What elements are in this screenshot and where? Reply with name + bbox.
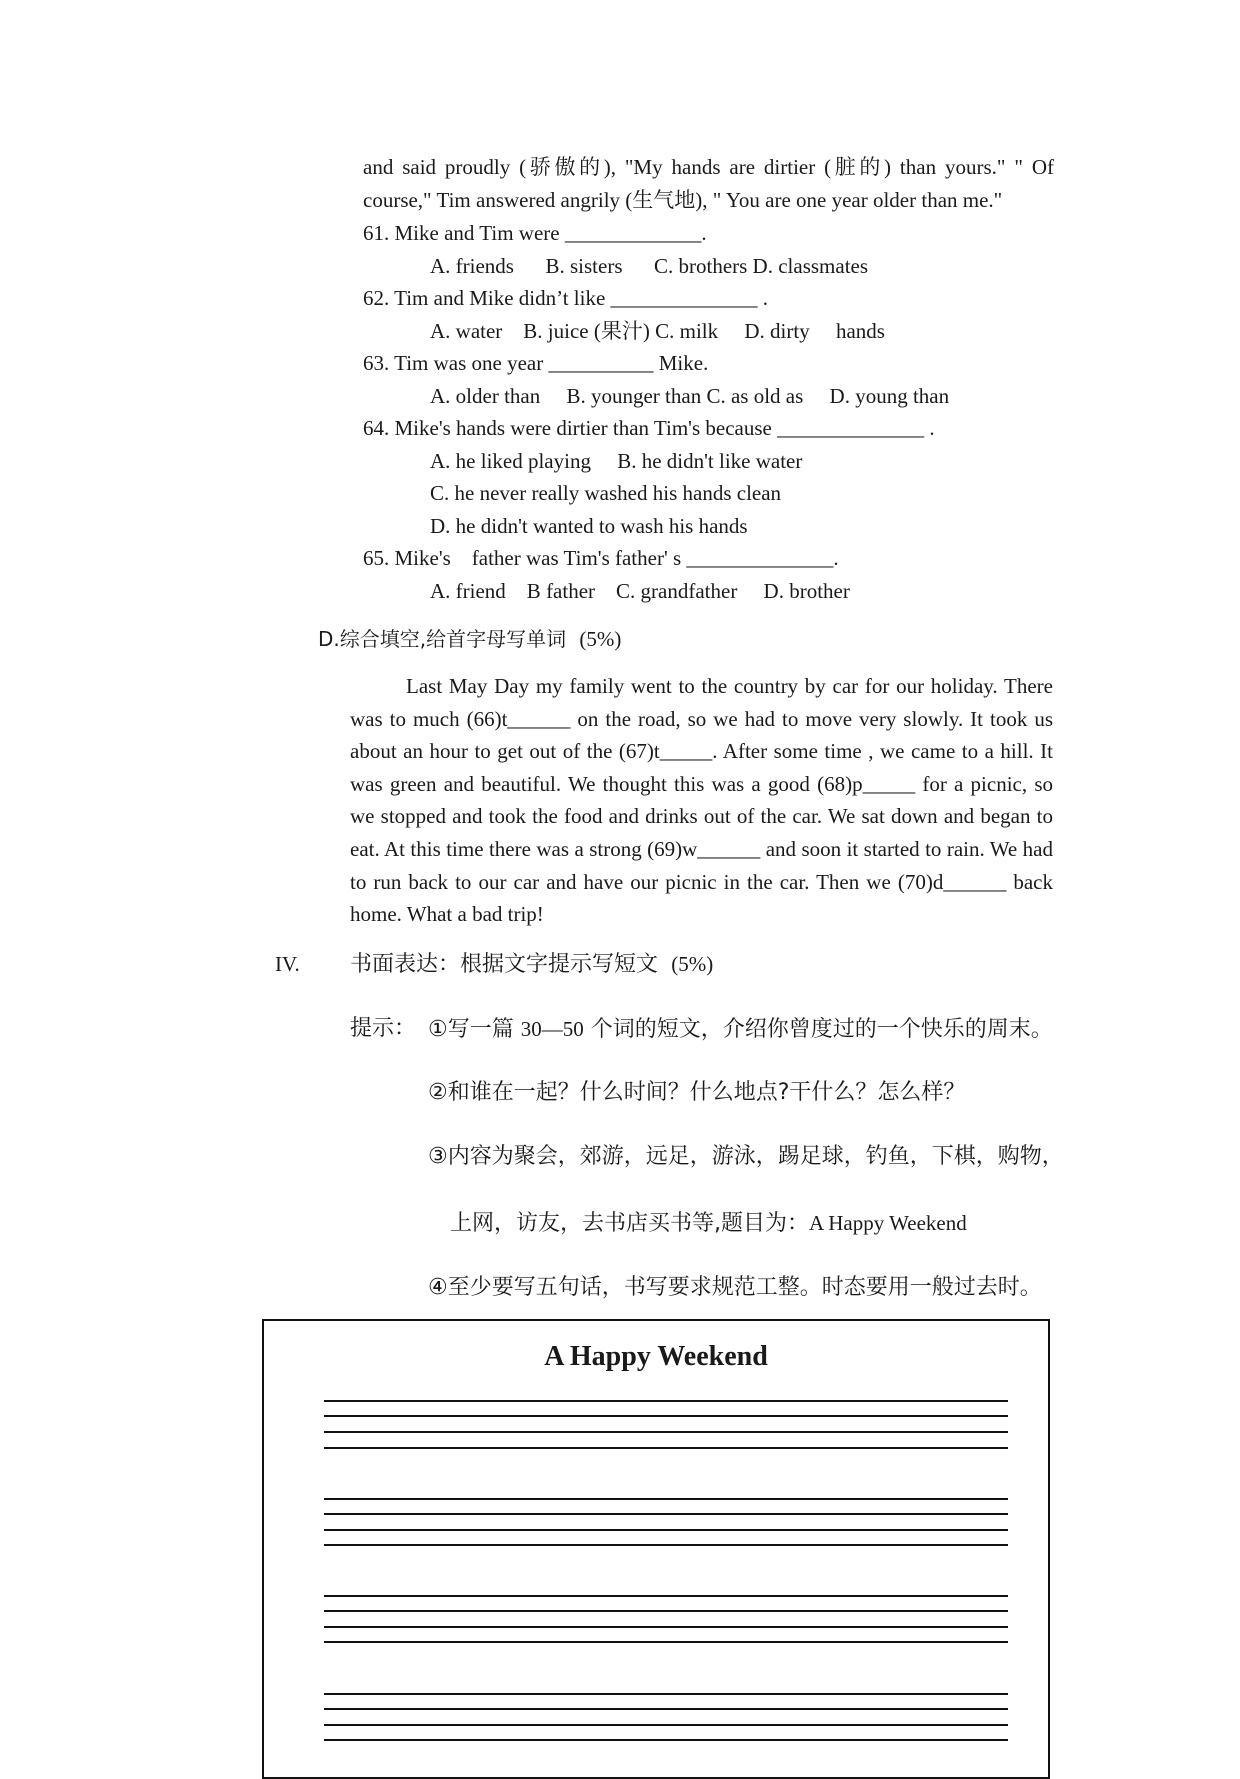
writing-line [324,1513,1008,1515]
writing-line [324,1415,1008,1417]
writing-line [324,1641,1008,1643]
question-63-stem: 63. Tim was one year __________ Mike. [363,351,709,375]
tip-3b-b: A Happy Weekend [809,1211,967,1235]
tip-4: ④至少要写五句话，书写要求规范工整。时态要用一般过去时。 [428,1275,1042,1300]
tip-3b-a: 上网，访友，去书店买书等,题目为： [450,1211,809,1236]
writing-line [324,1724,1008,1726]
writing-box-title: A Happy Weekend [544,1341,768,1372]
writing-line [324,1626,1008,1628]
tip-3: ③内容为聚会，郊游，远足，游泳，踢足球，钓鱼，下棋，购物， [428,1144,1064,1169]
writing-line [324,1447,1008,1449]
writing-line [324,1708,1008,1710]
tip-3-continued [450,1207,967,1240]
writing-line [324,1610,1008,1612]
tip-1-a: ①写一篇 [428,1017,521,1042]
tip-2: ②和谁在一起？什么时间？什么地点?干什么？怎么样？ [428,1080,966,1105]
passage-line-2: course," Tim answered angrily (生气地), " You are one year older than me." [363,188,1003,212]
question-64-option-c: C. he never really washed his hands clean [430,481,782,505]
writing-line [324,1498,1008,1500]
writing-line [324,1400,1008,1402]
writing-line [324,1595,1008,1597]
section-d-heading-text: D.综合填空,给首字母写单词 [318,627,567,651]
writing-lines[interactable] [264,1321,1048,1777]
section-d-heading-percent: (5%) [579,627,622,651]
question-65-options: A. friend B father C. grandfather D. brother [430,579,850,603]
writing-box [262,1319,1050,1779]
section-d-passage-text: Last May Day my family went to the country by car for our holiday. There was to much (66)t______ on the road, so we had to move very slowly. It took us about an hour to get out of the (67)t_____. After some time , we came to a hill. It was green and beautiful. We thought this was a good (68)p_____ for a picnic, so we stopped and took the food and drinks out of the car. We sat down and began to eat. At this time there was a strong (69)w______ and soon it started to rain. We had to run back to our car and have our picnic in the car. Then we (70)d______ back home. What a bad trip! [350,674,1053,927]
tip-1 [428,1013,1053,1046]
question-65-stem: 65. Mike's father was Tim's father' s ______________. [363,546,839,570]
section-d-heading [318,623,621,655]
writing-line [324,1544,1008,1546]
tip-1-b: 30—50 [520,1017,584,1041]
question-61-stem: 61. Mike and Tim were _____________. [363,221,707,245]
question-61-options: A. friends B. sisters C. brothers D. classmates [430,254,869,278]
writing-line [324,1431,1008,1433]
section-iv-number: IV. [275,952,300,976]
question-64-option-ab: A. he liked playing B. he didn't like water [430,449,803,473]
section-iv-heading-percent: (5%) [671,952,714,976]
writing-line [324,1529,1008,1531]
question-62-stem: 62. Tim and Mike didn’t like ______________ . [363,286,769,310]
question-62-options: A. water B. juice (果汁) C. milk D. dirty hands [430,319,885,343]
section-iv-heading [350,948,713,981]
writing-line [324,1739,1008,1741]
writing-line [324,1693,1008,1695]
passage-line-1: and said proudly (骄傲的), "My hands are dirtier (脏的) than yours." " Of [363,155,1054,179]
question-64-option-d: D. he didn't wanted to wash his hands [430,514,748,538]
question-64-stem: 64. Mike's hands were dirtier than Tim's because ______________ . [363,416,935,440]
section-iv-heading-text: 书面表达：根据文字提示写短文 [350,952,659,977]
tip-1-c: 个词的短文，介绍你曾度过的一个快乐的周末。 [583,1017,1053,1042]
question-63-options: A. older than B. younger than C. as old as D. young than [430,384,950,408]
tip-label: 提示： [350,1016,417,1041]
section-d-passage [350,670,1053,931]
